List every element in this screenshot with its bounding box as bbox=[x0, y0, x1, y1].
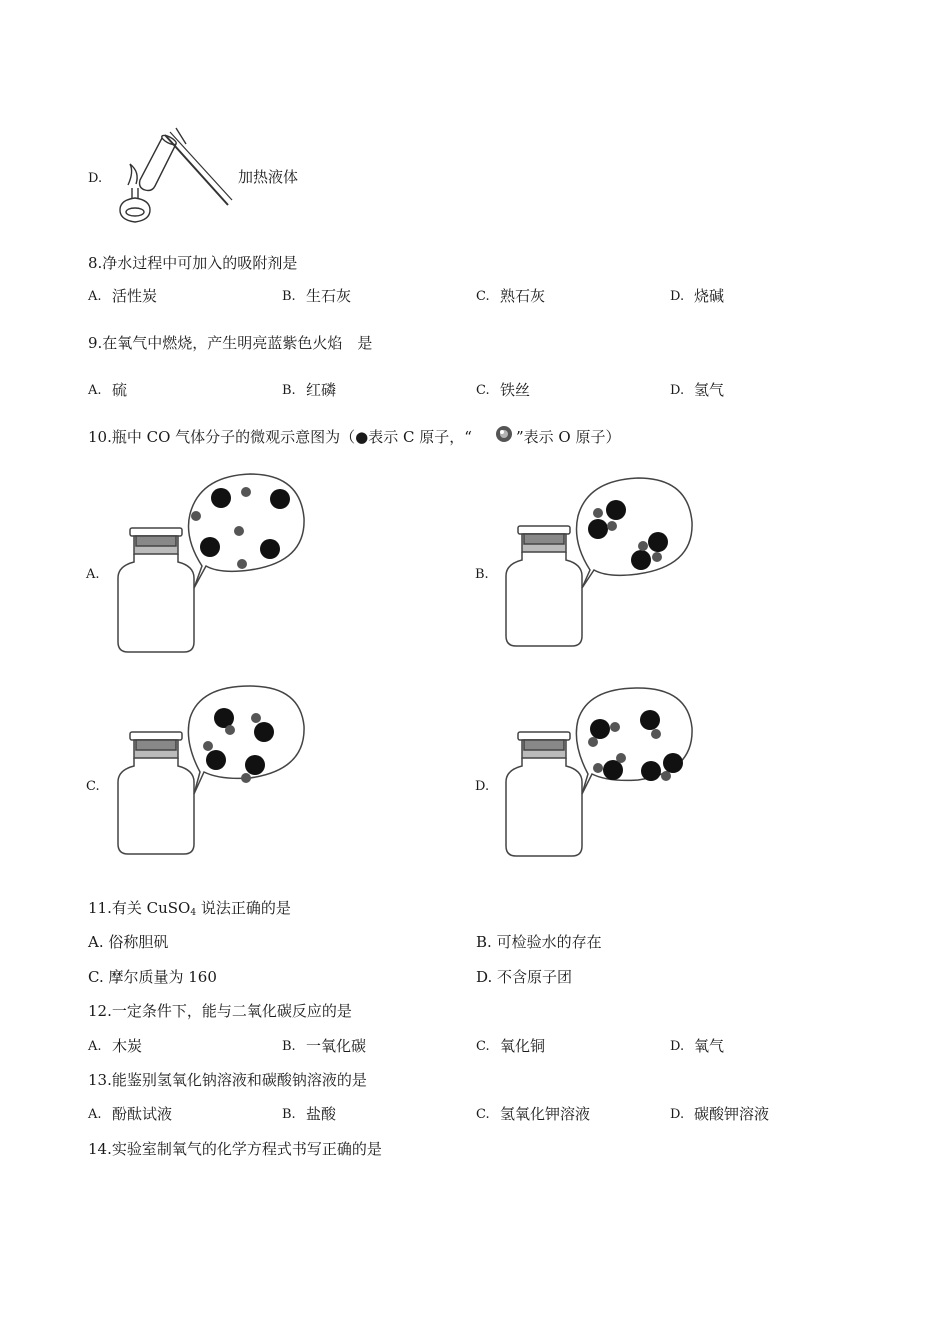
q12-d-text: 氧气 bbox=[694, 1037, 725, 1055]
q10-b-bottle-diagram bbox=[498, 470, 698, 660]
q12-c-text: 氧化铜 bbox=[500, 1037, 546, 1055]
q8-d-text: 烧碱 bbox=[694, 287, 725, 305]
q10-d-letter: D. bbox=[475, 779, 490, 794]
q9-d-text: 氢气 bbox=[694, 381, 725, 399]
q10-c-letter: C. bbox=[86, 779, 100, 794]
q7-option-d-letter: D. bbox=[88, 171, 103, 186]
q8-c-letter: C. bbox=[476, 289, 490, 304]
q13-b-letter: B. bbox=[282, 1107, 296, 1122]
q13-c-text: 氢氧化钾溶液 bbox=[500, 1105, 591, 1123]
q12-b-letter: B. bbox=[282, 1039, 296, 1054]
q11-option-c: C. 摩尔质量为 160 bbox=[88, 968, 217, 986]
q13-a-letter: A. bbox=[88, 1107, 102, 1122]
q13-stem: 13.能鉴别氢氧化钠溶液和碳酸钠溶液的是 bbox=[88, 1071, 367, 1089]
q12-stem: 12.一定条件下，能与二氧化碳反应的是 bbox=[88, 1002, 352, 1020]
q12-d-letter: D. bbox=[670, 1039, 685, 1054]
q10-c-bottle-diagram bbox=[110, 682, 310, 872]
q14-stem: 14.实验室制氧气的化学方程式书写正确的是 bbox=[88, 1140, 382, 1158]
heating-liquid-apparatus-illustration bbox=[110, 120, 240, 230]
q10-b-letter: B. bbox=[475, 567, 489, 582]
q8-b-text: 生石灰 bbox=[306, 287, 352, 305]
q10-stem-part1: 10.瓶中 CO 气体分子的微观示意图为（●表示 C 原子，“ bbox=[88, 428, 472, 446]
q11-option-d: D. 不含原子团 bbox=[476, 968, 573, 986]
q8-d-letter: D. bbox=[670, 289, 685, 304]
q13-d-text: 碳酸钾溶液 bbox=[694, 1105, 770, 1123]
oxygen-atom-legend-icon bbox=[494, 424, 514, 444]
q9-d-letter: D. bbox=[670, 383, 685, 398]
q8-a-text: 活性炭 bbox=[112, 287, 158, 305]
q11-stem: 11.有关 CuSO$_4$ 说法正确的是 bbox=[88, 899, 291, 918]
q10-a-bottle-diagram bbox=[110, 470, 310, 660]
q8-b-letter: B. bbox=[282, 289, 296, 304]
q11-option-a: A. 俗称胆矾 bbox=[88, 933, 169, 951]
q9-c-letter: C. bbox=[476, 383, 490, 398]
q13-b-text: 盐酸 bbox=[306, 1105, 337, 1123]
q13-a-text: 酚酞试液 bbox=[112, 1105, 173, 1123]
q10-stem-part2: ”表示 O 原子） bbox=[516, 428, 621, 446]
q9-stem: 9.在氧气中燃烧，产生明亮蓝紫色火焰 是 bbox=[88, 334, 373, 352]
q8-a-letter: A. bbox=[88, 289, 102, 304]
q10-a-letter: A. bbox=[86, 567, 100, 582]
q13-c-letter: C. bbox=[476, 1107, 490, 1122]
q8-stem: 8.净水过程中可加入的吸附剂是 bbox=[88, 254, 298, 272]
q13-d-letter: D. bbox=[670, 1107, 685, 1122]
q10-d-bottle-diagram bbox=[498, 682, 698, 872]
q12-c-letter: C. bbox=[476, 1039, 490, 1054]
q9-a-text: 硫 bbox=[112, 381, 128, 399]
q9-c-text: 铁丝 bbox=[500, 381, 531, 399]
q11-option-b: B. 可检验水的存在 bbox=[476, 933, 602, 951]
q9-b-letter: B. bbox=[282, 383, 296, 398]
q8-c-text: 熟石灰 bbox=[500, 287, 546, 305]
q9-b-text: 红磷 bbox=[306, 381, 337, 399]
q9-a-letter: A. bbox=[88, 383, 102, 398]
q12-b-text: 一氧化碳 bbox=[306, 1037, 367, 1055]
q12-a-text: 木炭 bbox=[112, 1037, 143, 1055]
q12-a-letter: A. bbox=[88, 1039, 102, 1054]
q7-option-d-text: 加热液体 bbox=[238, 168, 299, 186]
